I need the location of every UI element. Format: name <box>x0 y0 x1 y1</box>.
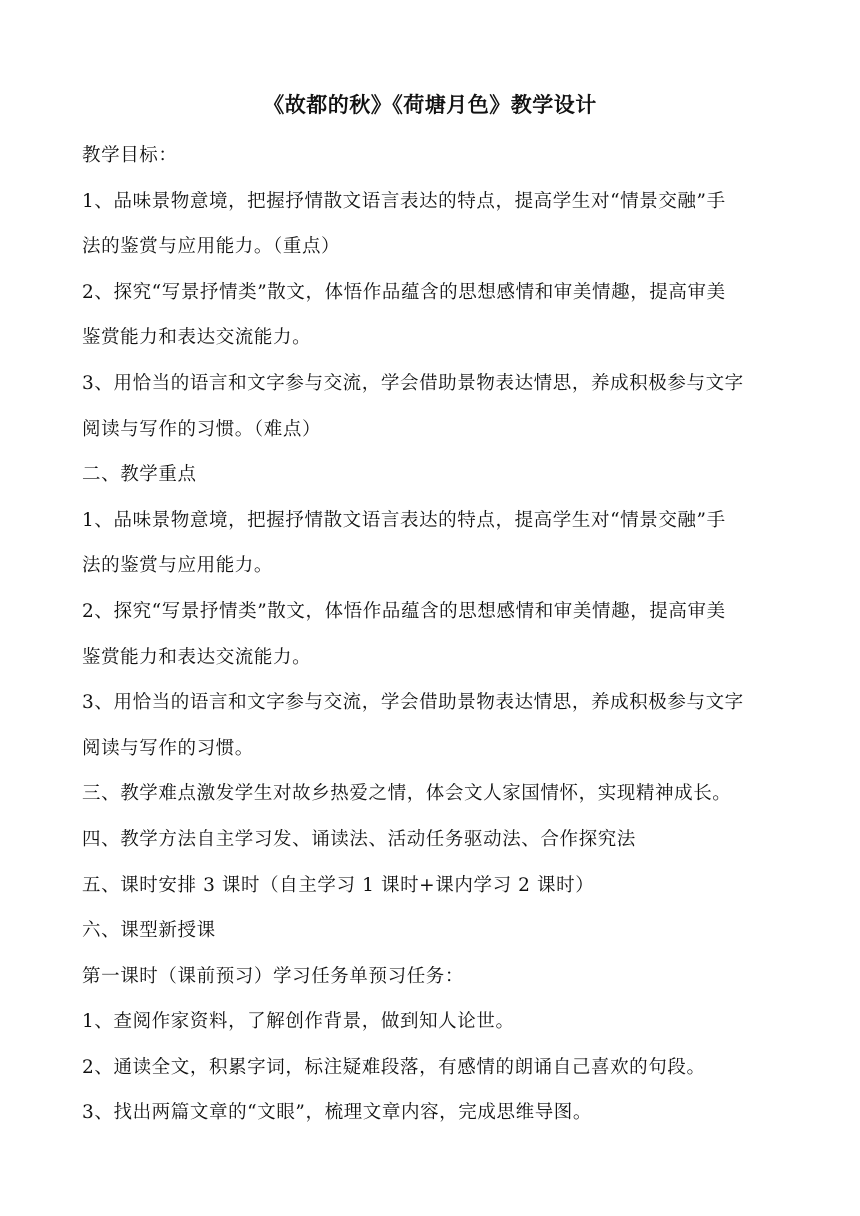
section-heading-schedule: 五、课时安排 3 课时（自主学习 1 课时+课内学习 2 课时） <box>82 874 595 896</box>
text-line: 鉴赏能力和表达交流能力。 <box>82 327 312 349</box>
section-heading-objectives: 教学目标： <box>82 145 178 166</box>
text-line: 3、用恰当的语言和文字参与交流，学会借助景物表达情思，养成积极参与文字 <box>82 372 744 394</box>
section-heading-lesson-type: 六、课型新授课 <box>82 920 216 942</box>
section-heading-key-points: 二、教学重点 <box>82 464 197 486</box>
text-line: 法的鉴赏与应用能力。（重点） <box>82 236 341 258</box>
text-line: 阅读与写作的习惯。 <box>82 737 254 759</box>
text-line: 3、用恰当的语言和文字参与交流，学会借助景物表达情思，养成积极参与文字 <box>82 692 744 714</box>
section-heading-methods: 四、教学方法自主学习发、诵读法、活动任务驱动法、合作探究法 <box>82 828 636 850</box>
text-line: 鉴赏能力和表达交流能力。 <box>82 646 312 668</box>
section-heading-first-lesson: 第一课时（课前预习）学习任务单预习任务： <box>82 965 465 987</box>
document-title: 《故都的秋》《荷塘月色》教学设计 <box>263 92 597 117</box>
text-line: 2、探究“写景抒情类”散文，体悟作品蕴含的思想感情和审美情趣，提高审美 <box>82 600 726 622</box>
text-line: 3、找出两篇文章的“文眼”，梳理文章内容，完成思维导图。 <box>82 1102 592 1124</box>
document-body <box>82 133 782 1136</box>
text-line: 1、查阅作家资料，了解创作背景，做到知人论世。 <box>82 1011 515 1033</box>
text-line: 2、探究“写景抒情类”散文，体悟作品蕴含的思想感情和审美情趣，提高审美 <box>82 281 726 303</box>
text-line: 1、品味景物意境，把握抒情散文语言表达的特点，提高学生对“情景交融”手 <box>82 509 726 531</box>
text-line: 法的鉴赏与应用能力。 <box>82 555 274 577</box>
text-line: 2、通读全文，积累字词，标注疑难段落，有感情的朗诵自己喜欢的句段。 <box>82 1056 706 1078</box>
text-line: 1、品味景物意境，把握抒情散文语言表达的特点，提高学生对“情景交融”手 <box>82 190 726 212</box>
section-heading-difficulties: 三、教学难点激发学生对故乡热爱之情，体会文人家国情怀，实现精神成长。 <box>82 783 732 805</box>
text-line: 阅读与写作的习惯。（难点） <box>82 418 322 440</box>
